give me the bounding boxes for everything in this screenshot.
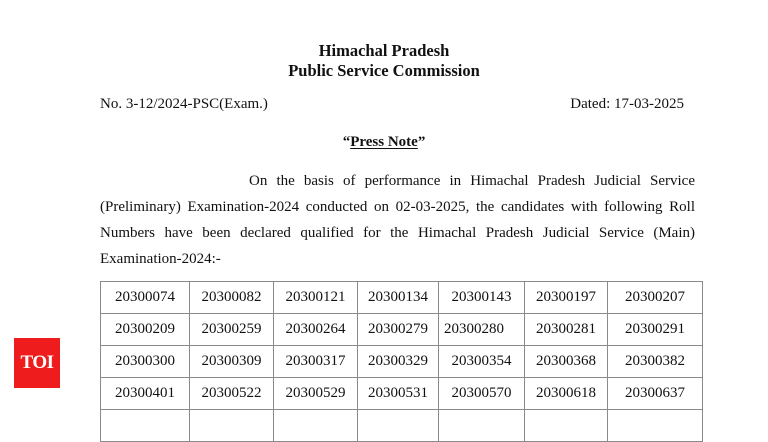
- roll-number-cell: 20300570: [439, 378, 525, 410]
- org-name-line1: Himachal Pradesh: [318, 41, 450, 60]
- roll-number-cell: 20300134: [358, 282, 439, 314]
- reference-number: No. 3-12/2024-PSC(Exam.): [100, 96, 268, 112]
- roll-number-cell: 20300280: [439, 314, 525, 346]
- open-quote: “: [342, 134, 351, 150]
- roll-number-cell: 20300368: [525, 346, 608, 378]
- roll-number-cell: 20300209: [101, 314, 190, 346]
- roll-number-cell: [525, 410, 608, 442]
- roll-number-cell: [101, 410, 190, 442]
- date: Dated: 17-03-2025: [570, 96, 684, 112]
- org-name-line2: Public Service Commission: [288, 61, 480, 80]
- press-note-heading: [0, 134, 768, 151]
- body-paragraph: On the basis of performance in Himachal Pradesh Judicial Service (Preliminary) Examination-2024 conducted on 02-03-2025, the candidates with following Roll Numbers have been declared qualified for the Himachal Pradesh Judicial Service (Main) Examination-2024:-: [100, 173, 695, 267]
- table-row: [101, 282, 703, 314]
- roll-number-cell: 20300300: [101, 346, 190, 378]
- roll-number-table: [100, 281, 703, 442]
- table-row: [101, 378, 703, 410]
- roll-number-cell: 20300291: [608, 314, 703, 346]
- roll-number-cell: [439, 410, 525, 442]
- roll-number-cell: 20300279: [358, 314, 439, 346]
- roll-number-cell: 20300637: [608, 378, 703, 410]
- close-quote: ”: [417, 134, 426, 150]
- roll-number-cell: 20300074: [101, 282, 190, 314]
- roll-number-cell: 20300382: [608, 346, 703, 378]
- roll-number-cell: 20300309: [190, 346, 274, 378]
- roll-number-cell: 20300522: [190, 378, 274, 410]
- roll-number-cell: 20300354: [439, 346, 525, 378]
- roll-number-cell: 20300259: [190, 314, 274, 346]
- roll-number-cell: [358, 410, 439, 442]
- roll-number-cell: [274, 410, 358, 442]
- roll-number-cell: 20300401: [101, 378, 190, 410]
- table-row: [101, 346, 703, 378]
- toi-logo: TOI: [14, 338, 60, 388]
- roll-number-cell: 20300317: [274, 346, 358, 378]
- roll-number-cell: 20300529: [274, 378, 358, 410]
- roll-number-cell: 20300143: [439, 282, 525, 314]
- press-note-title: Press Note: [350, 134, 418, 150]
- roll-number-cell: 20300531: [358, 378, 439, 410]
- table-row: [101, 314, 703, 346]
- roll-number-cell: 20300281: [525, 314, 608, 346]
- roll-number-cell: 20300264: [274, 314, 358, 346]
- roll-number-cell: 20300121: [274, 282, 358, 314]
- roll-number-cell: 20300618: [525, 378, 608, 410]
- roll-number-cell: [190, 410, 274, 442]
- roll-number-cell: 20300207: [608, 282, 703, 314]
- roll-number-cell: [608, 410, 703, 442]
- table-row: [101, 410, 703, 442]
- roll-number-cell: 20300329: [358, 346, 439, 378]
- roll-number-cell: 20300197: [525, 282, 608, 314]
- roll-number-cell: 20300082: [190, 282, 274, 314]
